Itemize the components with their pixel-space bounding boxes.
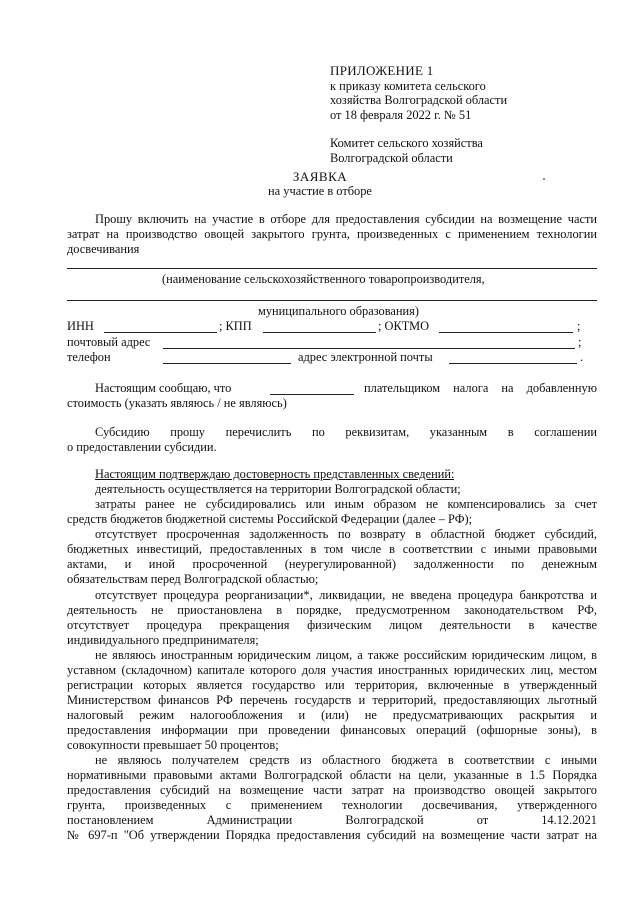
email-input-line[interactable] [449,363,577,364]
vat-text-line2: стоимость (указать являюсь / не являюсь) [67,396,287,410]
confirm-line: не являюсь получателем средств из областного бюджета в соответствии с иными [95,753,597,767]
phone-input-line[interactable] [163,363,291,364]
confirm-heading: Настоящим подтверждаю достоверность представленных сведений: [95,467,455,481]
document-title: ЗАЯВКА [292,169,348,184]
intro-line: затрат на производство овощей закрытого грунта, произведенных с применением технологии [67,227,597,241]
semicolon-mark: ; [578,335,582,349]
intro-line: Прошу включить на участие в отборе для предоставления субсидии на возмещение части [95,212,597,226]
confirm-line: обязательствам перед Волгоградской областью; [67,572,319,586]
vat-text-start: Настоящим сообщаю, что [95,381,232,395]
kpp-input-line[interactable] [263,332,376,333]
appendix-title: ПРИЛОЖЕНИЕ 1 [330,63,434,78]
document-subtitle: на участие в отборе [268,184,372,198]
appendix-line: хозяйства Волгоградской области [330,93,508,108]
recipient-line: Комитет сельского хозяйства [330,136,483,151]
confirm-line: предоставления субсидий на возмещение части затрат на производство овощей закрытого [67,783,597,797]
confirm-line: постановлением Администрации Волгоградской от 14.12.2021 [67,813,597,827]
email-label: адрес электронной почты [298,350,433,364]
confirm-line: не являюсь иностранным юридическим лицом, а также российским юридическим лицом, в [95,648,597,662]
confirm-line: индивидуального предпринимателя; [67,633,259,647]
postal-address-label: почтовый адрес [67,335,151,349]
appendix-line: к приказу комитета сельского [330,78,486,93]
confirm-line: налоговый режим налогообложения и (или) не предусматривающих раскрытия и [67,708,597,722]
confirm-line: деятельность осуществляется на территории Волгоградской области; [95,482,461,496]
period-mark: . [580,350,584,364]
appendix-date-line: от 18 февраля 2022 г. № 51 [330,107,472,122]
confirm-line: № 697-п "Об утверждении Порядка предоставления субсидий на возмещение части затрат на [67,828,597,842]
confirm-line: затраты ранее не субсидировались или иным образом не компенсировались за счет [95,497,597,511]
oktmo-input-line[interactable] [439,332,573,333]
municipality-caption: муниципального образования) [258,304,420,318]
name-caption: (наименование сельскохозяйственного товаропроизводителя, [162,272,485,286]
inn-input-line[interactable] [104,332,217,333]
confirm-line: уставном (складочном) капитале которого доля участия иностранных юридических лиц, местом [67,663,597,677]
name-input-line[interactable] [67,268,597,269]
confirm-line: Министерством финансов РФ перечень государств и территорий, предоставляющих льготный [67,693,597,707]
vat-status-input-line[interactable] [270,394,354,395]
confirm-line: отсутствует процедура реорганизации*, ликвидации, не введена процедура банкротства и [95,588,597,602]
confirm-line: регистрации которых является государство или территория, включенные в утвержденный [67,678,597,692]
confirm-line: средств бюджетов бюджетной системы Российской Федерации (далее – РФ); [67,512,473,526]
recipient-line: Волгоградской области [330,150,453,165]
postal-address-input-line[interactable] [163,348,575,349]
payout-line: о предоставлении субсидии. [67,440,217,454]
payout-line: Субсидию прошу перечислить по реквизитам, указанным в соглашении [95,425,597,439]
confirm-line: деятельность не приостановлена в порядке, предусмотренном законодательством РФ, [67,603,597,617]
appendix-header [330,64,610,166]
intro-line: досвечивания [67,242,140,256]
confirm-line: бюджетных инвестиций, предоставленных в том числе в соответствии с иными правовыми [67,542,597,556]
vat-text-end: плательщиком налога на добавленную [364,381,597,395]
confirm-line: отсутствует процедура прекращения физическим лицом деятельности в качестве [67,618,597,632]
oktmo-label: ; ОКТМО [378,319,430,333]
confirm-line: совокупности превышает 50 процентов; [67,738,279,752]
confirm-line: отсутствует просроченная задолженность по возврату в областной бюджет субсидий, [95,527,597,541]
confirm-line: грунта, произведенных с применением технологии досвечивания, утвержденного [67,798,597,812]
phone-label: телефон [67,350,111,364]
confirm-line: актами, и иной просроченной (неурегулированной) задолженности по денежным [67,557,597,571]
semicolon-mark: ; [577,319,581,333]
confirm-line: предоставления информации при проведении финансовых операций (офшорные зоны), в [67,723,597,737]
confirm-line: нормативными правовыми актами Волгоградской области на цели, указанные в 1.5 Порядка [67,768,597,782]
inn-label: ИНН [67,319,94,333]
kpp-label: ; КПП [219,319,252,333]
municipality-input-line[interactable] [67,300,597,301]
